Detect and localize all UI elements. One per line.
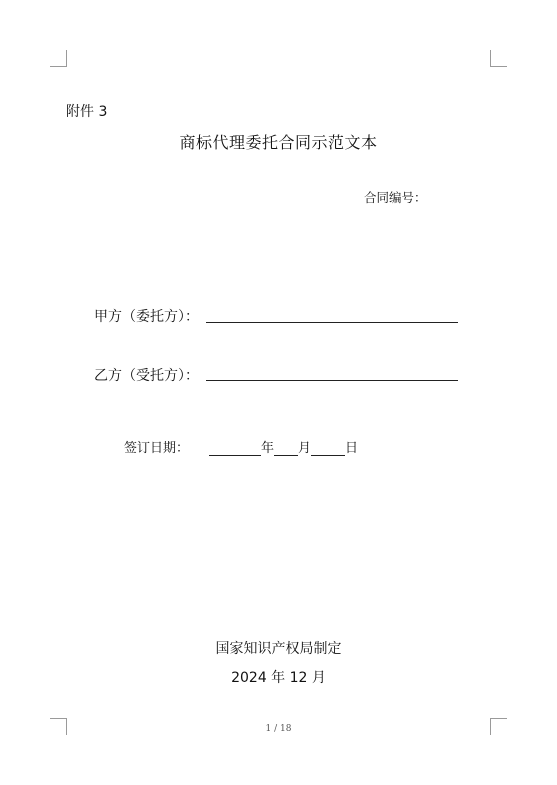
- month-blank: [274, 442, 298, 456]
- issue-date-text: 2024 年 12 月: [231, 670, 326, 686]
- page-indicator: 1 / 18: [265, 724, 292, 734]
- sign-date-label: 签订日期：: [124, 441, 190, 456]
- month-char: 月: [298, 441, 312, 456]
- sign-date-fields: [209, 437, 358, 456]
- year-blank: [209, 442, 261, 456]
- document-title: 商标代理委托合同示范文本: [179, 133, 378, 152]
- day-char: 日: [345, 441, 359, 456]
- issuer-text: 国家知识产权局制定: [215, 641, 342, 657]
- crop-mark-top-left: [50, 50, 67, 67]
- year-char: 年: [261, 441, 275, 456]
- party-b-label: 乙方（受托方）：: [94, 368, 199, 384]
- party-a-label: 甲方（委托方）：: [94, 309, 199, 325]
- party-b-blank-line: [206, 380, 458, 381]
- attachment-label: 附件 3: [66, 104, 108, 120]
- contract-number-label: 合同编号：: [364, 190, 427, 205]
- crop-mark-top-right: [490, 50, 507, 67]
- party-a-blank-line: [206, 322, 458, 323]
- day-blank: [311, 442, 345, 456]
